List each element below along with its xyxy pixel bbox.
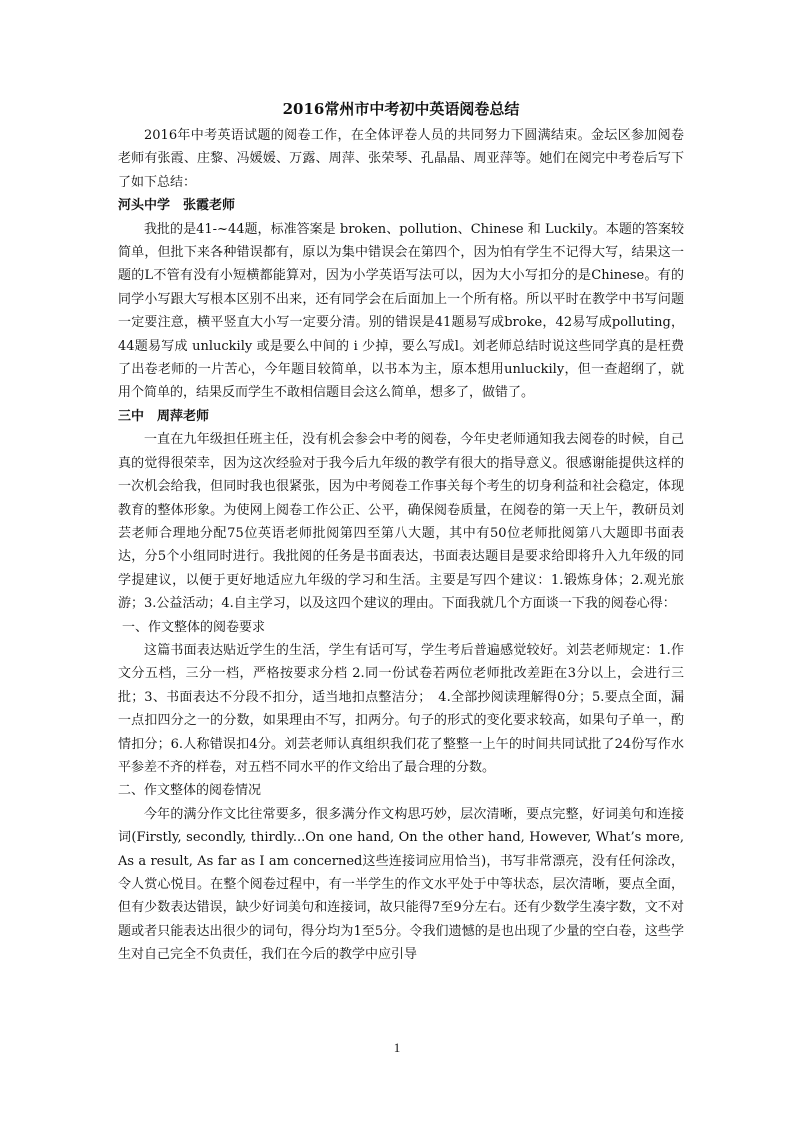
intro-paragraph: 2016年中考英语试题的阅卷工作，在全体评卷人员的共同努力下圆满结束。金坛区参加阅卷老师有张霞、庄黎、冯媛媛、万露、周萍、张荣琴、孔晶晶、周亚萍等。她们在阅完中考卷后写下了如下总结： xyxy=(118,128,684,190)
subsection2-paragraph: 今年的满分作文比往常要多，很多满分作文构思巧妙，层次清晰，要点完整，好词美句和连接词(Firstly, secondly, thirdly...On one hand, On the other hand, However, What’s more, As a result, As far as I am concerned这些连接词应用恰当)，书写非常漂亮，没有任何涂改，令人赏心悦目。在整个阅卷过程中，有一半学生的作文水平处于中等状态，层次清晰，要点全面，但有少数表达错误，缺少好词美句和连接词，故只能得7至9分左右。还有少数学生凑字数，文不对题或者只能表达出很少的词句，得分均为1至5分。令我们遗憾的是也出现了少量的空白卷，这些学生对自己完全不负责任，我们在今后的教学中应引导 xyxy=(118,806,684,963)
document-page xyxy=(118,98,684,967)
subsection1-paragraph: 这篇书面表达贴近学生的生活，学生有话可写，学生考后普遍感觉较好。刘芸老师规定：1.作文分五档，三分一档，严格按要求分档 2.同一份试卷若两位老师批改差距在3分以上，会进行三批；3、书面表达不分段不扣分，适当地扣点整洁分； 4.全部抄阅读理解得0分；5.要点全面，漏一点扣四分之一的分数，如果理由不写，扣两分。句子的形式的变化要求较高，如果句子单一，酌情扣分；6.人称错误扣4分。刘芸老师认真组织我们花了整整一上午的时间共同试批了24份写作水平参差不齐的样卷，对五档不同水平的作文给出了最合理的分数。 xyxy=(118,642,684,775)
subsection1-heading: 一、作文整体的阅卷要求 xyxy=(122,619,266,635)
section2-paragraph: 一直在九年级担任班主任，没有机会参会中考的阅卷，今年史老师通知我去阅卷的时候，自己真的觉得很荣幸，因为这次经验对于我今后九年级的教学有很大的指导意义。很感谢能提供这样的一次机会给我，但同时我也很紧张，因为中考阅卷工作事关每个考生的切身利益和社会稳定，体现教育的整体形象。为使网上阅卷工作公正、公平，确保阅卷质量，在阅卷的第一天上午，教研员刘芸老师合理地分配75位英语老师批阅第四至第八大题，其中有50位老师批阅第八大题即书面表达，分5个小组同时进行。我批阅的任务是书面表达，书面表达题目是要求给即将升入九年级的同学提建议，以便于更好地适应九年级的学习和生活。主要是写四个建议：1.锻炼身体；2.观光旅游；3.公益活动；4.自主学习，以及这四个建议的理由。下面我就几个方面谈一下我的阅卷心得： xyxy=(118,432,684,612)
document-title: 2016常州市中考初中英语阅卷总结 xyxy=(282,100,520,118)
section1-heading: 河头中学 张霞老师 xyxy=(118,198,236,214)
page-number: 1 xyxy=(393,1040,401,1055)
section1-paragraph: 我批的是41-~44题，标准答案是 broken、pollution、Chinese 和 Luckily。本题的答案较简单，但批下来各种错误都有，原以为集中错误会在第四个，因为怕有学生不记得大写，结果这一题的L不管有没有小短横都能算对，因为小学英语写法可以，因为大小写扣分的是Chinese。有的同学小写跟大写根本区别不出来，还有同学会在后面加上一个所有格。所以平时在教学中书写问题一定要注意，横平竖直大小写一定要分清。别的错误是41题易写成broke，42易写成polluting，44题易写成 unluckily 或是要么中间的 i 少掉，要么写成l。刘老师总结时说这些同学真的是枉费了出卷老师的一片苦心，今年题目较简单，以书本为主，原本想用unluckily，但一查超纲了，就用个简单的，结果反而学生不敢相信题目会这么简单，想多了，做错了。 xyxy=(118,221,684,401)
section2-heading: 三中 周萍老师 xyxy=(118,408,210,424)
subsection2-heading: 二、作文整体的阅卷情况 xyxy=(118,783,262,799)
